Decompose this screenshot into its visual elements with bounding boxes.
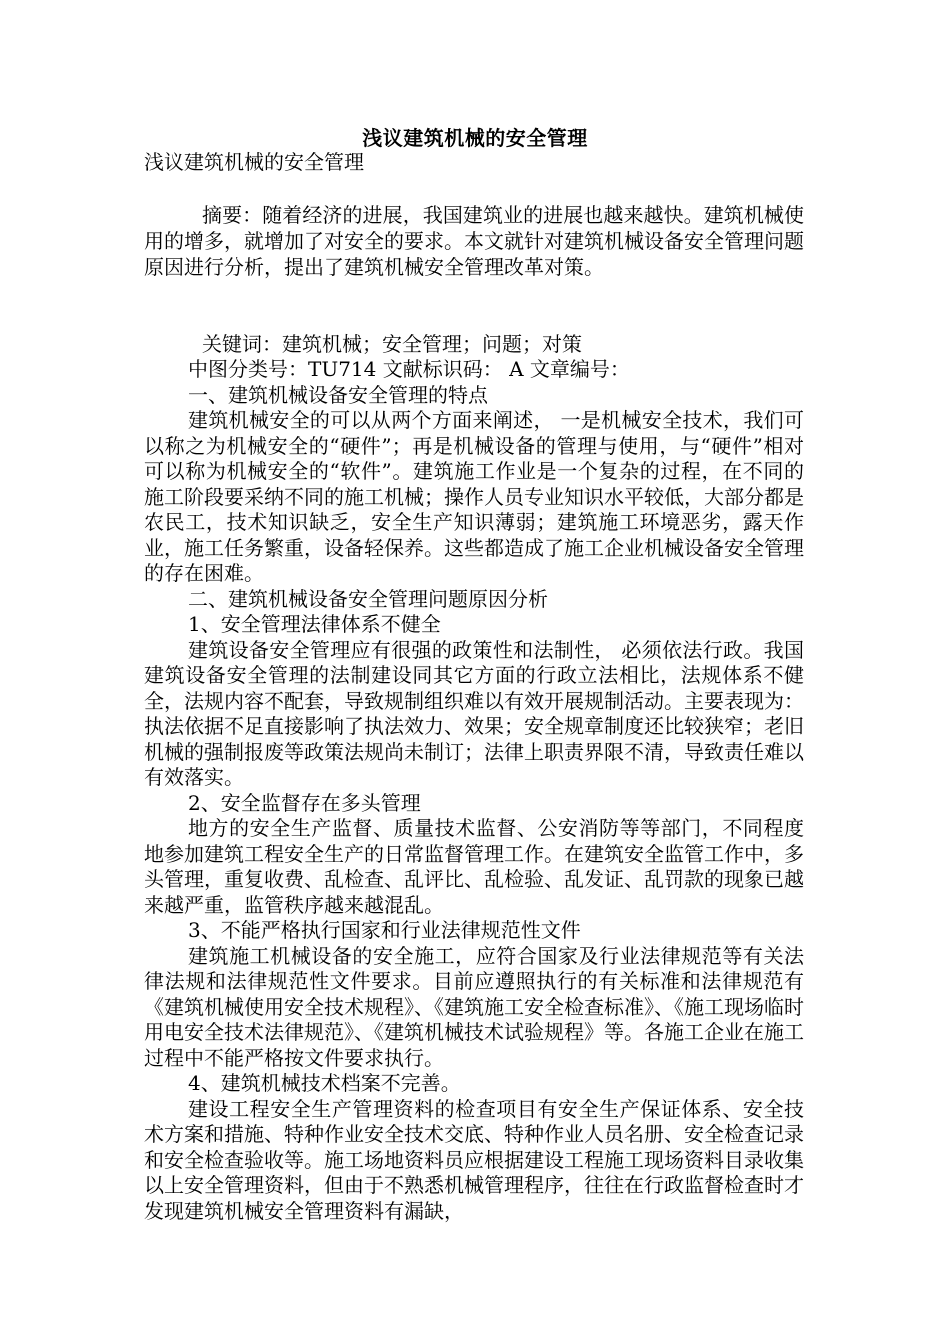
subsection-paragraph-4: 建设工程安全生产管理资料的检查项目有安全生产保证体系、安全技术方案和措施、特种作业安全技术交底、特种作业人员名册、安全检查记录和安全检查验收等。施工场地资料员应根据建设工程施工现场资料目录收集以上安全管理资料，但由于不熟悉机械管理程序，往往在行政监督检查时才发现建筑机械安全管理资料有漏缺，: [144, 1096, 804, 1223]
document-subtitle: 浅议建筑机械的安全管理: [144, 150, 364, 174]
section-heading-1: 一、建筑机械设备安全管理的特点: [188, 382, 488, 407]
keywords-line: 关键词：建筑机械；安全管理；问题；对策: [202, 331, 582, 356]
subsection-heading-3: 3、不能严格执行国家和行业法律规范性文件: [188, 918, 581, 942]
subsection-heading-4: 4、建筑机械技术档案不完善。: [188, 1071, 461, 1095]
subsection-paragraph-1: 建筑设备安全管理应有很强的政策性和法制性， 必须依法行政。我国建筑设备安全管理的法制建设同其它方面的行政立法相比，法规体系不健全，法规内容不配套，导致规制组织难以有效开展规制活动。主要表现为：执法依据不足直接影响了执法效力、效果；安全规章制度还比较狭窄；老旧机械的强制报废等政策法规尚未制订；法律上职责界限不清，导致责任难以有效落实。: [144, 637, 804, 789]
subsection-heading-1: 1、安全管理法律体系不健全: [188, 612, 441, 636]
abstract-paragraph: 摘要：随着经济的进展，我国建筑业的进展也越来越快。建筑机械使用的增多，就增加了对安全的要求。本文就针对建筑机械设备安全管理问题原因进行分析，提出了建筑机械安全管理改革对策。: [144, 202, 804, 279]
subsection-heading-2: 2、安全监督存在多头管理: [188, 790, 421, 815]
document-body: [144, 150, 804, 1224]
section-heading-2: 二、建筑机械设备安全管理问题原因分析: [188, 586, 548, 611]
subsection-paragraph-3: 建筑施工机械设备的安全施工，应符合国家及行业法律规范等有关法律法规和法律规范性文件要求。目前应遵照执行的有关标准和法律规范有《建筑机械使用安全技术规程》、《建筑施工安全检查标准》、《施工现场临时用电安全技术法律规范》、《建筑机械技术试验规程》等。各施工企业在施工过程中不能严格按文件要求执行。: [144, 943, 804, 1070]
document-title: 浅议建筑机械的安全管理: [362, 126, 588, 150]
section-paragraph-1: 建筑机械安全的可以从两个方面来阐述， 一是机械安全技术，我们可以称之为机械安全的“硬件”；再是机械设备的管理与使用，与“硬件”相对可以称为机械安全的“软件”。建筑施工作业是一个复杂的过程，在不同的施工阶段要采纳不同的施工机械；操作人员专业知识水平较低，大部分都是农民工，技术知识缺乏，安全生产知识薄弱；建筑施工环境恶劣，露天作业，施工任务繁重，设备轻保养。这些都造成了施工企业机械设备安全管理的存在困难。: [144, 408, 804, 585]
subsection-paragraph-2: 地方的安全生产监督、质量技术监督、公安消防等等部门，不同程度地参加建筑工程安全生产的日常监督管理工作。在建筑安全监管工作中，多头管理，重复收费、乱检查、乱评比、乱检验、乱发证、乱罚款的现象已越来越严重，监管秩序越来越混乱。: [144, 816, 804, 917]
classification-line: 中图分类号：TU714 文献标识码： A 文章编号：: [188, 357, 630, 381]
